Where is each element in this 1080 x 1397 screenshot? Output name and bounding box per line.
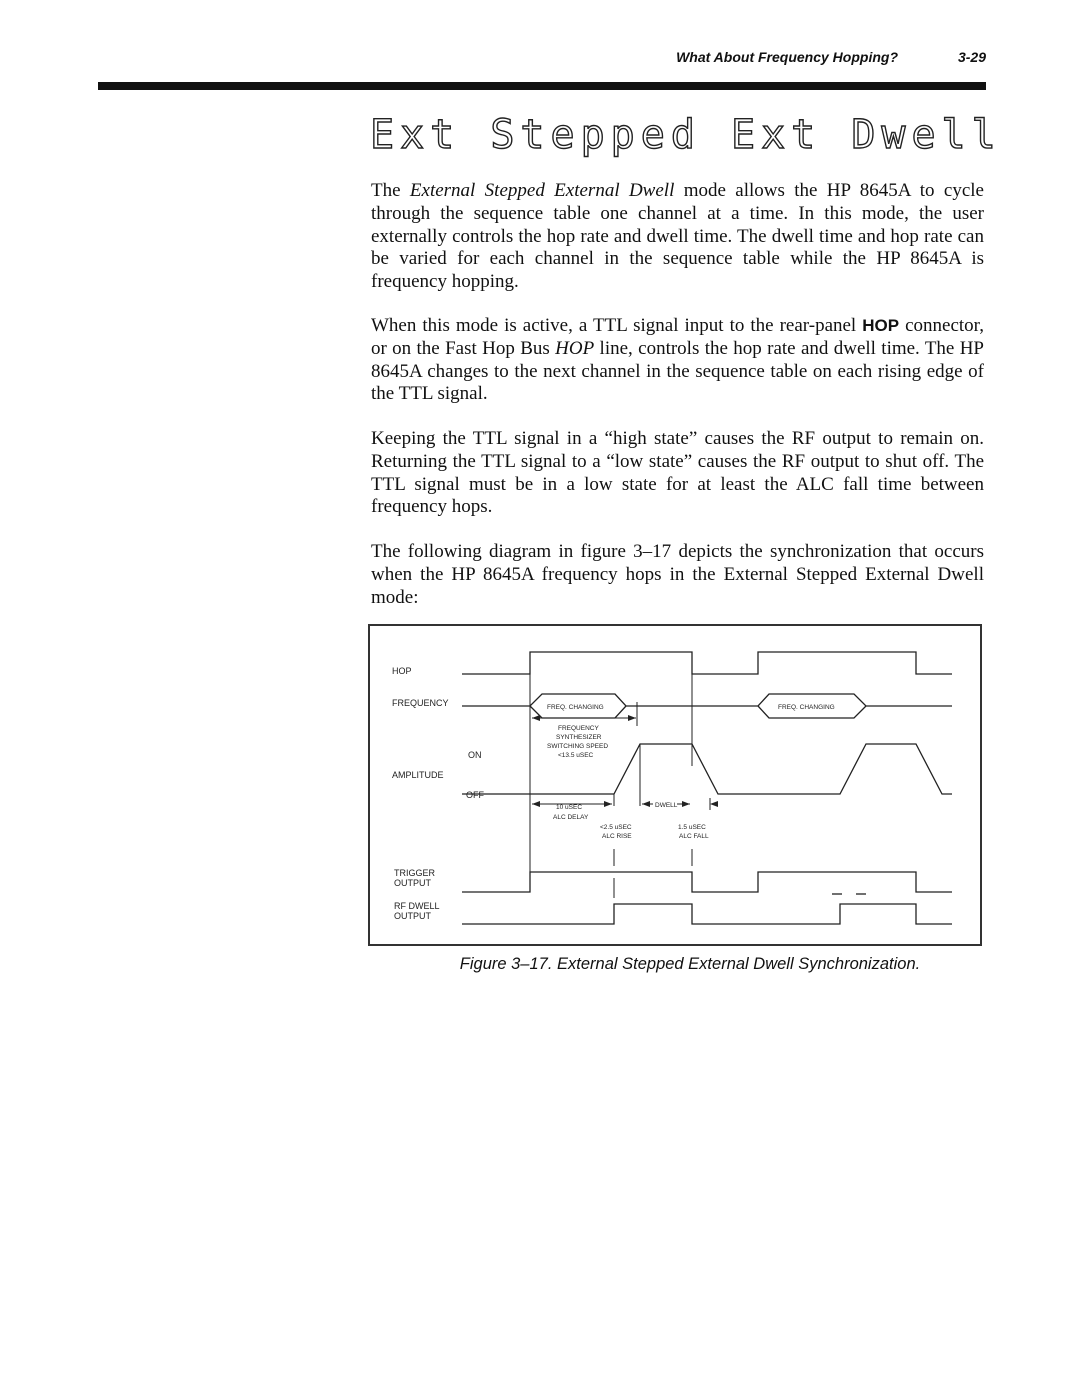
freq-changing-label-1: FREQ. CHANGING [547,704,604,711]
label-rf-dwell: RF DWELL [394,901,440,911]
synth-arrow-left-icon [532,715,540,721]
mode-name-italic: External Stepped External Dwell [409,180,675,201]
label-rf-dwell-output: OUTPUT [394,911,431,921]
label-hop: HOP [392,666,412,676]
hop-waveform [462,652,952,674]
alc-delay-label-1: 10 uSEC [556,804,583,811]
alc-delay-arrow-left-icon [532,801,540,807]
hop-connector-key: HOP [862,316,900,335]
rf-dwell-output-waveform [462,904,952,924]
running-head [560,49,990,73]
synth-arrow-right-icon [628,715,636,721]
synth-label-3: SWITCHING SPEED [547,743,609,750]
alc-delay-label-2: ALC DELAY [553,814,589,821]
p1-lead: The [371,180,410,201]
p2-lead: When this mode is active, a TTL signal input to the rear-panel [371,315,863,336]
label-amplitude: AMPLITUDE [392,770,444,780]
label-frequency: FREQUENCY [392,698,449,708]
alc-rise-label-1: <2.5 uSEC [600,824,632,831]
label-trigger-output: OUTPUT [394,878,431,888]
alc-rise-label-2: ALC RISE [602,833,632,840]
label-off: OFF [466,790,484,800]
dwell-label: DWELL [655,802,678,809]
alc-delay-arrow-right-icon [604,801,612,807]
section-title: What About Frequency Hopping? [676,49,898,65]
p1-rest: mode allows the HP 8645A to cycle through the sequence table one channel at a time. In this mode, the user externally controls the hop rate and dwell time. The dwell time and hop rate can be varied for each channel in the sequence table while the HP 8645A is frequency hopping. [371,180,984,293]
timing-diagram-svg [370,626,984,948]
amplitude-waveform [462,744,952,794]
dwell-arrow-left-icon [642,801,650,807]
synth-label-1: FREQUENCY [558,725,599,732]
hop-line-italic: HOP [555,337,595,359]
frequency-waveform [462,694,952,718]
label-on: ON [468,750,482,760]
synth-label-4: <13.5 uSEC [558,752,594,759]
figure-caption: Figure 3–17. External Stepped External Dwell Synchronization. [459,955,921,973]
page-number: 3-29 [957,49,986,65]
mode-title: Ext Stepped Ext Dwell [370,112,1002,158]
synth-label-2: SYNTHESIZER [556,734,602,741]
p2-mid: connector, or on the Fast Hop Bus [371,315,984,359]
header-rule [98,82,986,90]
paragraph-ttl-states: Keeping the TTL signal in a “high state” causes the RF output to remain on. Returning the TTL signal to a “low state” causes the RF output to shut off. The TTL signal must be in a low state for at least the ALC fall time between frequency hops. [371,428,984,518]
timing-diagram [368,624,982,946]
p2-rest: line, controls the hop rate and dwell time. The HP 8645A changes to the next channel in the sequence table on each rising edge of the TTL signal. [371,337,984,405]
trigger-output-waveform [462,872,952,892]
label-trigger: TRIGGER [394,868,436,878]
paragraph-ttl-input [371,315,984,406]
dwell-arrow-right-icon [682,801,690,807]
paragraph-figure-intro: The following diagram in figure 3–17 depicts the synchronization that occurs when the HP 8645A frequency hops in the External Stepped External Dwell mode: [371,541,984,608]
alc-fall-label-2: ALC FALL [679,833,709,840]
paragraph-mode-description [371,180,984,294]
alc-fall-arrow-icon [710,801,718,807]
alc-fall-label-1: 1.5 uSEC [678,824,706,831]
freq-changing-label-2: FREQ. CHANGING [778,704,835,711]
